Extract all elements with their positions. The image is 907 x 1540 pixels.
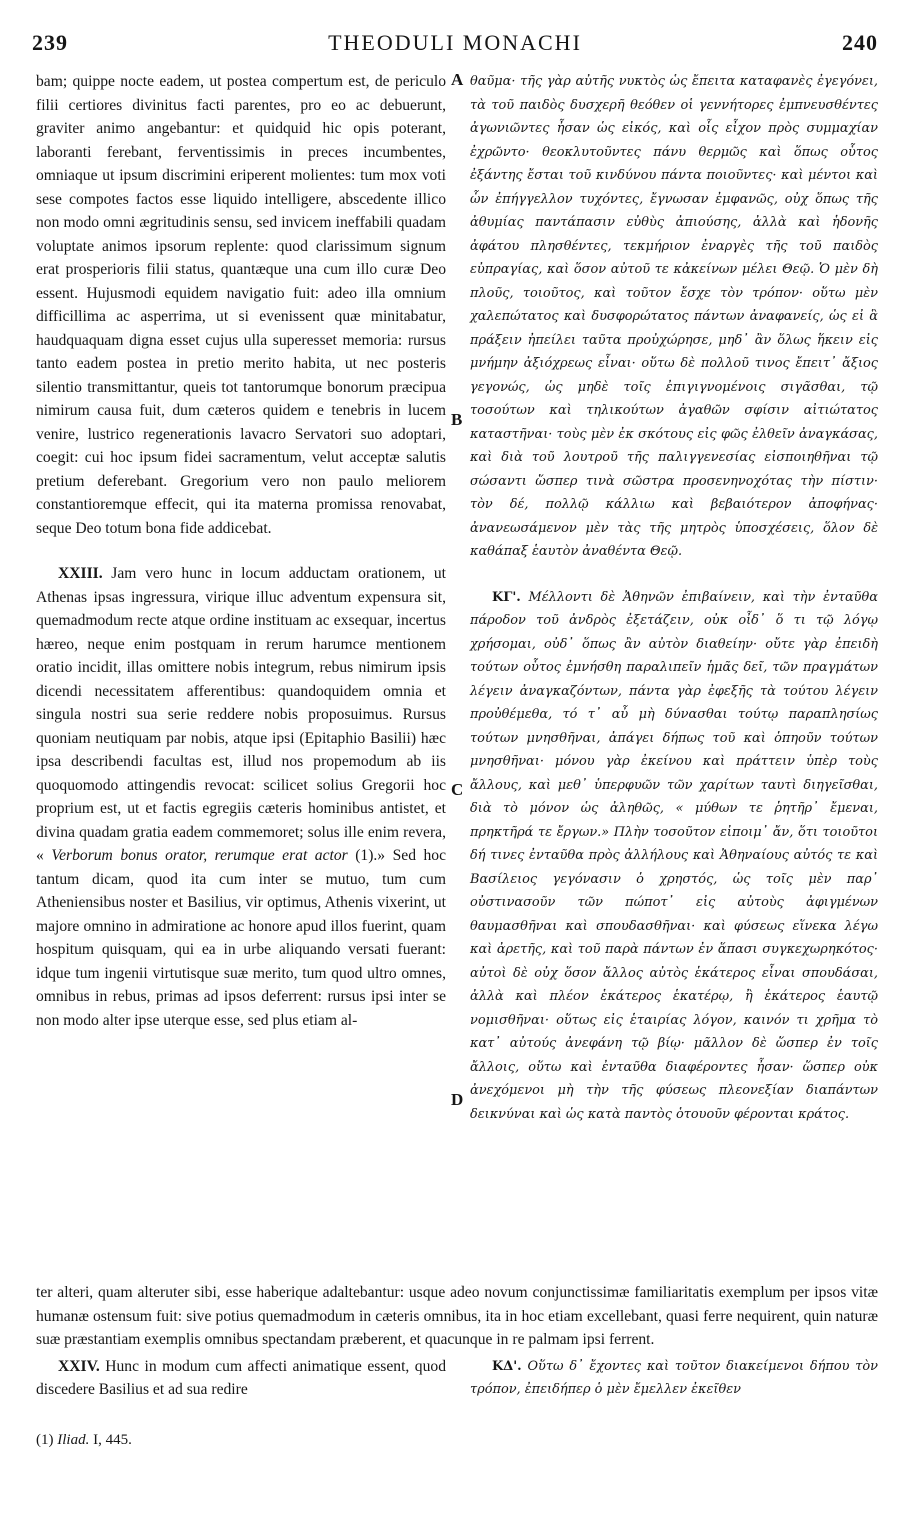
section-number-xxiii: XXIII. — [58, 565, 103, 582]
footnote-number: (1) — [36, 1432, 54, 1448]
latin-paragraph-2-cont: (1).» Sed hoc tantum dicam, quod ita cum inter se mutuo, tum cum Atheniensibus noster et Basilius, vir optimus, Athenis vixerint, ut majore omnino in admiratione ac honore apud illos fuerint, quam hospitum quisquam, qui ea in urbe aliquando versati fuerant: idque tum ingenii virtutisque suæ merito, tum quod ultro omnes, omnibus in rebus, primas ad ipsos deferrent: rursus ipsi inter se non modo alter ipse uterque esse, sed plus etiam al- — [36, 847, 447, 1029]
margin-letter-a: A — [451, 70, 464, 89]
greek-paragraph-1: θαῦμα· τῆς γὰρ αὐτῆς νυκτὸς ὡς ἔπειτα καταφανὲς ἐγεγόνει, τὰ τοῦ παιδὸς δυσχερῆ θεόθεν οἱ γεννήτορες ἐμπνευσθέντες ἀγωνιῶντες ἦσαν ὡς εἰκός, καὶ οἷς εἶχον πρὸς συμμαχίαν ἐχρῶντο· θεοκλυτοῦντες πάνυ θερμῶς καὶ ὅπως οὗτος ἐξάντης ἔσται τοῦ κινδύνου πάντα ποιοῦντες· καὶ μέντοι καὶ ὧν ἐπήγγελλον τυχόντες, ἔγνωσαν ἐμφανῶς, οὐχ ὅπως τῆς ἀθυμίας παντάπασιν εὐθὺς ἀπιούσης, ἀλλὰ καὶ ἡδονῆς ἀφάτου πλησθέντες, τεκμήριον ἐναργὲς τῆς τοῦ παιδὸς εὐπραγίας, καὶ ὅσον αὐτοῦ τε κἀκείνων μέλει Θεῷ. Ὁ μὲν δὴ πλοῦς, τοιοῦτος, καὶ τοῦτον ἔσχε τὸν τρόπον· οὕτω μὲν χαλεπώτατος καὶ δυσφορώτατος πάντων ἀναφανείς, ὡς εἰ ἃ πράξειν ἠπείλει ταῦτα προὐχώρησε, μηδ᾽ ἂν ὅλως ἥκειν εἰς μνήμην ἀξιόχρεως εἶναι· οὕτω δὲ πολλοῦ τινος ἔπειτ᾽ ἄξιος γεγονώς, ὡς μηδὲ τοῖς ἐπιγιγνομένοις σιγᾶσθαι, τῷ τοσούτων καὶ τηλικούτων ἀγαθῶν σφίσιν αἰτιώτατος καταστῆναι· τοὺς μὲν ἐκ σκότους εἰς φῶς ἐλθεῖν ἀναγκάσας, καὶ διὰ τοῦ λουτροῦ τῆς παλιγγενεσίας εἰσποιηθῆναι τῷ σώσαντι ὥσπερ τινὰ σῶστρα προσενηνοχότας τὴν πίστιν· τὸν δέ, πολλῷ κάλλιω καὶ βεβαιότερον ἀποφήνας· ἀνανεωσάμενον μὲν τὰς τῆς μητρὸς ὑποσχέσεις, ὅλον δὲ καθάπαξ ἑαυτὸν ἀναθέντα Θεῷ. — [470, 74, 878, 559]
margin-letter-c: C — [451, 780, 464, 799]
margin-letter-b: B — [451, 410, 463, 429]
bottom-columns — [36, 1355, 878, 1415]
page-number-left: 239 — [32, 30, 68, 55]
greek-paragraph-2-text: Μέλλοντι δὲ Ἀθηνῶν ἐπιβαίνειν, καὶ τὴν ἐνταῦθα πάροδον τοῦ ἀνδρὸς ἐξετάζειν, οὐκ οἶδ᾽ ὅ τι τῷ λόγῳ χρήσομαι, οὐδ᾽ ὅπως ἂν αὐτὸν διαθείην· οὔτε γὰρ ἐπειδὴ τούτων οὗτος ἐμνήσθη παραλιπεῖν ἡμᾶς δεῖ, τῶν πραγμάτων λέγειν ἀναγκαζόντων, πάντα γὰρ ἐφεξῆς τὰ τούτου λέγειν προὐθέμεθα, τό τ᾽ αὖ μὴ δύνασθαι τούτῳ παραπλησίως τούτων μνησθῆναι, ἀπάγει δήπως τοῦ καὶ ὁπηοῦν τούτων μνησθῆναι· μόνου γὰρ ἐκείνου καὶ πράττειν ὑπὲρ τοὺς ἄλλους, καὶ μεθ᾽ ὑπερφυῶν τῶν χαρίτων ταυτὶ διηγεῖσθαι, διὰ τὸ μόνον ὡς ἀληθῶς, « μύθων τε ῥητῆρ᾽ ἔμεναι, πρηκτῆρά τε ἔργων.» Πλὴν τοσοῦτον εἰποιμ᾽ ἄν, ὅτι τοιοῦτοι δή τινες ἐνταῦθα πρὸς ἀλλήλους καὶ Ἀθηναίους αὐτός τε καὶ Βασίλειος γεγόνασιν ὁ χρηστός, ὡς τοῖς μὲν παρ᾽ οὐστινασοῦν τῶν πώποτ᾽ εἰς αὐτοὺς ἀφιγμένων θαυμασθῆναι καὶ σπουδασθῆναι· καὶ φύσεως εἵνεκα λέγω καὶ ἀρετῆς, καὶ τοῦ παρὰ πάντων ἐν ἅπασι συγκεχωρηκότος· αὐτοὶ δὲ οὐχ ὅσον ἄλλος αὐτὸς ἑκάτερος εἶναι σπουδάσαι, ἀλλὰ καὶ πλέον ἑκάτερος ἑκατέρῳ, ἢ ἑκάτερος ἑαυτῷ νομισθῆναι· οὕτως εἰς ἑταιρίας λόγον, καινόν τι χρῆμα τὸ κατ᾽ αὐτούς ἀνεφάνη τῷ βίῳ· μᾶλλον δὲ ὥσπερ ἐν τοῖς ἄλλοις, οὕτω καὶ ἐνταῦθα διαφέροντες ἦσαν· ὥσπερ οὐκ ἀνεχόμενοι μὴ τὴν τῆς φύσεως πλεονεξίαν διαπάντων δεικνύναι καὶ ὡς κατὰ παντὸς ὁτουοῦν φέρονται κράτος. — [470, 589, 878, 1122]
running-title: THEODULI MONACHI — [328, 30, 582, 55]
section-number-kg: ΚΓ'. — [492, 589, 521, 605]
greek-section-24 — [470, 1355, 878, 1402]
page-number-right: 240 — [842, 30, 878, 55]
latin-section-24 — [36, 1355, 446, 1402]
running-header — [32, 30, 878, 64]
greek-paragraph-2 — [470, 586, 878, 1127]
bottom-section — [36, 1281, 878, 1415]
footnote — [36, 1432, 132, 1449]
latin-section-24-text: Hunc in modum cum affecti animatique essent, quod discedere Basilius et ad sua redire — [36, 1357, 446, 1398]
margin-letter-d: D — [451, 1090, 464, 1109]
latin-quote: Verborum bonus orator, rerumque erat actor — [51, 847, 348, 864]
latin-paragraph-1: bam; quippe nocte eadem, ut postea compertum est, de periculo filii certiores divinitus facti parentes, pro eo ac debuerunt, graviter animo angebantur: et quidquid hic opis poterant, laboranti ferebant, ferventissimis in preces incumbentes, omniaque ut ipsum discrimini eriperent molientes: tum mox voti sese compotes factos esse liquido intelligere, abscedente illico non modo omni ægritudinis sensu, sed invicem ineffabili quadam voluptate animos ipsorum replente: quod clarissimum signum erat prosperioris filii status, quantæque una cum illo curæ Deo essent. Hujusmodi equidem navigatio fuit: adeo illa omnium difficillima ac asperrima, ut si evenissent quæ minitabatur, haudquaquam digna esset cujus ulla superesset memoria: rursus tanto eadem postea in pretio merito habita, ut nec posteris silentio transmittantur, queis tot tantorumque bonorum præcipua nimirum causa fuit, dum cæteros quidem e tenebris in lucem venire, lustrico regenerationis lavacro Servatori suo adoptari, coegit: cui hoc ipsum fidei sacramentum, velut acceptæ salutis pretium deferebant. Gregorium vero non paulo meliorem constantioremque effecit, qui ita materna promissa renovabat, seque Deo totum bona fide addicebat. — [36, 73, 446, 537]
latin-paragraph-2 — [36, 562, 446, 1032]
footnote-reference: Iliad. — [57, 1432, 90, 1448]
latin-fullwidth-continuation: ter alteri, quam alteruter sibi, esse haberique adaltebantur: usque adeo novum conjunctissimæ familiaritatis exemplum per ipsos vitæ humanæ ostensum fuit: sive potius quemadmodum in cæteris omnibus, ita in hoc etiam excellebant, quasi ferre nequirent, quin naturæ suæ præstantiam exemplis omnibus spectandam præberent, et quacunque in re palmam ipsi ferrent. — [36, 1284, 878, 1348]
greek-section-24-text: Οὕτω δ᾽ ἔχοντες καὶ τοῦτον διακείμενοι δήπου τὸν τρόπον, ἐπειδήπερ ὁ μὲν ἔμελλεν ἐκεῖθεν — [470, 1358, 878, 1397]
section-number-kd: ΚΔ'. — [492, 1358, 522, 1374]
footnote-location: I, 445. — [93, 1432, 132, 1448]
greek-column — [470, 70, 878, 1126]
latin-paragraph-2-text: Jam vero hunc in locum adductam orationem, ut Athenas ipsas ingressura, virique illuc adventum expensura sit, quemadmodum recte atque ordine instituam ac exsequar, incertus hæreo, neque enim postquam in rerum harumce mentionem oratio incidit, illas omittere nobis integrum, rebus nimirum ipsis dicendi necessitatem afferentibus: quandoquidem omnia et singula nostri sua serie reddere nobis proposuimus. Rursus quoniam neutiquam par nobis, atque ipsi (Epitaphio Basilii) hæc ipsa describendi facultas est, illud nos propemodum ab iis quoquomodo attingendis revocat: scilicet solius Gregorii hoc proprium est, ut et factis egregiis cæteris hominibus antistet, et divina quadam gratia eadem commemoret; solus ille enim revera, « — [36, 565, 446, 864]
latin-column — [36, 70, 446, 1032]
section-number-xxiv: XXIV. — [58, 1357, 100, 1375]
